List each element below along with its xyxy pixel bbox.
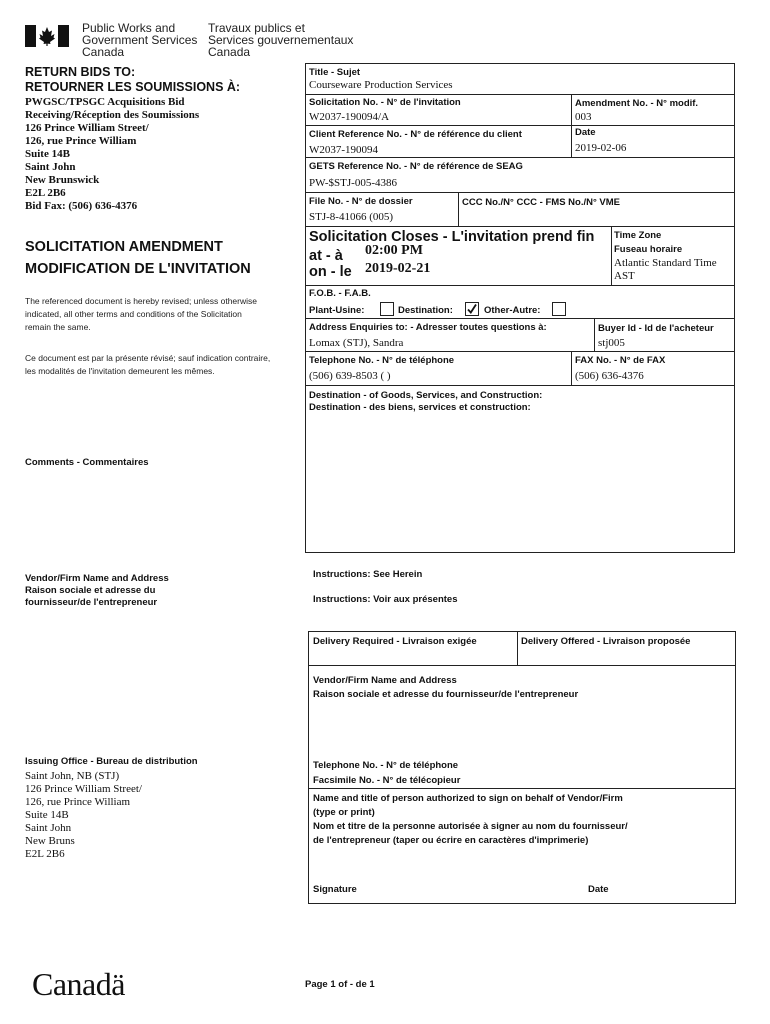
dept-fr-line: Canada xyxy=(208,45,251,59)
paragraph-line: indicated, all other terms and conditions of the Solicitation xyxy=(25,309,242,319)
address-line: 126 Prince William Street/ xyxy=(25,783,142,795)
return-bids-title xyxy=(25,65,240,95)
time-zone-label-en: Time Zone xyxy=(614,230,662,241)
amendment-title xyxy=(25,236,251,280)
client-reference-label: Client Reference No. - N° de référence du client xyxy=(309,129,522,140)
other-label: Other-Autre: xyxy=(484,305,541,316)
authorized-person-line: de l'entrepreneur (taper ou écrire en caractères d'imprimerie) xyxy=(313,835,589,846)
department-name-en xyxy=(82,22,197,58)
issuing-office-label: Issuing Office - Bureau de distribution xyxy=(25,756,198,767)
address-enquiries-value: Lomax (STJ), Sandra xyxy=(309,337,404,349)
instructions-en: Instructions: See Herein xyxy=(313,569,423,580)
authorized-person-line: Name and title of person authorized to sign on behalf of Vendor/Firm xyxy=(313,793,623,804)
amendment-paragraph-fr xyxy=(25,352,270,378)
authorized-person-line: (type or print) xyxy=(313,807,375,818)
paragraph-line: Ce document est par la présente révisé; sauf indication contraire, xyxy=(25,353,271,363)
address-line: Saint John xyxy=(25,161,76,173)
address-line: 126, rue Prince William xyxy=(25,135,137,147)
comments-label: Comments - Commentaires xyxy=(25,457,149,468)
paragraph-line: remain the same. xyxy=(25,322,91,332)
canada-wordmark: Canadä xyxy=(32,966,125,1002)
amendment-title-en: SOLICITATION AMENDMENT xyxy=(25,239,223,255)
telephone-value: (506) 639-8503 ( ) xyxy=(309,370,391,382)
amendment-title-fr: MODIFICATION DE L'INVITATION xyxy=(25,261,251,277)
destination-goods-line: Destination - of Goods, Services, and Construction: xyxy=(309,390,543,401)
address-line: Suite 14B xyxy=(25,148,70,160)
vendor-firm-line: Vendor/Firm Name and Address xyxy=(313,675,457,686)
plant-label: Plant-Usine: xyxy=(309,305,365,316)
address-line: E2L 2B6 xyxy=(25,848,65,860)
title-value: Courseware Production Services xyxy=(309,79,453,91)
vendor-telephone-label: Telephone No. - N° de téléphone xyxy=(313,760,459,771)
dept-en-line: Canada xyxy=(82,45,125,59)
address-line: New Bruns xyxy=(25,835,75,847)
fob-label: F.O.B. - F.A.B. xyxy=(309,288,371,299)
time-zone-label xyxy=(614,229,682,257)
issuing-office-address xyxy=(25,770,142,861)
buyer-id-label: Buyer Id - Id de l'acheteur xyxy=(598,323,714,334)
paragraph-line: The referenced document is hereby revised; unless otherwise xyxy=(25,296,257,306)
address-line: 126 Prince William Street/ xyxy=(25,122,149,134)
address-line: E2L 2B6 xyxy=(25,187,66,199)
title-label: Title - Sujet xyxy=(309,67,361,78)
solicitation-closes-title: Solicitation Closes - L'invitation prend fin xyxy=(309,229,595,245)
gets-reference-label: GETS Reference No. - N° de référence de SEAG xyxy=(309,161,523,172)
client-reference-value: W2037-190094 xyxy=(309,144,379,156)
ccc-no-label: CCC No./N° CCC - FMS No./N° VME xyxy=(462,197,621,208)
address-line: 126, rue Prince William xyxy=(25,796,131,808)
other-checkbox[interactable] xyxy=(552,302,566,316)
checkmark-icon xyxy=(466,303,478,315)
delivery-required-label: Delivery Required - Livraison exigée xyxy=(313,636,477,647)
dept-en-line: Public Works and xyxy=(82,21,176,35)
bid-fax: Bid Fax: (506) 636-4376 xyxy=(25,200,138,212)
vendor-name-address-label xyxy=(25,573,169,609)
closing-on-label: on - le xyxy=(309,264,352,280)
closing-at-label: at - à xyxy=(309,248,343,264)
fax-label: FAX No. - N° de FAX xyxy=(575,355,666,366)
address-line: Saint John, NB (STJ) xyxy=(25,770,120,782)
time-zone-value xyxy=(614,257,717,283)
vendor-label-line: fournisseur/de l'entrepreneur xyxy=(25,597,158,608)
canada-flag-icon xyxy=(25,25,69,47)
closing-time-value: 02:00 PM xyxy=(365,243,423,258)
address-line: Suite 14B xyxy=(25,809,69,821)
amendment-paragraph-en xyxy=(25,295,257,334)
dept-fr-line: Services gouvernementaux xyxy=(208,33,354,47)
time-zone-value-line: AST xyxy=(614,270,635,282)
dept-en-line: Government Services xyxy=(82,33,198,47)
solicitation-no-value: W2037-190094/A xyxy=(309,111,390,123)
address-line: New Brunswick xyxy=(25,174,100,186)
address-line: Receiving/Réception des Soumissions xyxy=(25,109,200,121)
address-line: PWGSC/TPSGC Acquisitions Bid xyxy=(25,96,185,108)
instructions-fr: Instructions: Voir aux présentes xyxy=(313,594,458,605)
return-bids-address xyxy=(25,96,199,213)
time-zone-value-line: Atlantic Standard Time xyxy=(614,257,717,269)
return-bids-title-fr: RETOURNER LES SOUMISSIONS À: xyxy=(25,80,241,94)
delivery-offered-label: Delivery Offered - Livraison proposée xyxy=(521,636,691,647)
authorized-person-line: Nom et titre de la personne autorisée à signer au nom du fournisseur/ xyxy=(313,821,628,832)
date-value: 2019-02-06 xyxy=(575,142,627,154)
vendor-facsimile-label: Facsimile No. - N° de télécopieur xyxy=(313,775,461,786)
destination-goods-line: Destination - des biens, services et construction: xyxy=(309,402,531,413)
destination-checkbox[interactable] xyxy=(465,302,479,316)
file-no-value: STJ-8-41066 (005) xyxy=(309,211,394,223)
destination-goods-label xyxy=(309,390,542,414)
date-label: Date xyxy=(575,127,596,138)
address-line: Saint John xyxy=(25,822,72,834)
fax-value: (506) 636-4376 xyxy=(575,370,644,382)
vendor-firm-label xyxy=(313,674,578,702)
dept-fr-line: Travaux publics et xyxy=(208,21,305,35)
vendor-firm-line: Raison sociale et adresse du fournisseur/de l'entrepreneur xyxy=(313,689,579,700)
signature-date-label: Date xyxy=(588,884,609,895)
plant-checkbox[interactable] xyxy=(380,302,394,316)
paragraph-line: les modalités de l'invitation demeurent les mêmes. xyxy=(25,366,215,376)
authorized-person-label xyxy=(313,792,628,848)
destination-label: Destination: xyxy=(398,305,453,316)
solicitation-no-label: Solicitation No. - N° de l'invitation xyxy=(309,97,461,108)
department-name-fr xyxy=(208,22,353,58)
telephone-label: Telephone No. - N° de téléphone xyxy=(309,355,455,366)
file-no-label: File No. - N° de dossier xyxy=(309,196,413,207)
address-enquiries-label: Address Enquiries to: - Adresser toutes questions à: xyxy=(309,322,547,333)
closing-date-value: 2019-02-21 xyxy=(365,261,431,276)
amendment-no-value: 003 xyxy=(575,111,592,123)
return-bids-title-en: RETURN BIDS TO: xyxy=(25,65,136,79)
signature-label: Signature xyxy=(313,884,357,895)
vendor-label-line: Vendor/Firm Name and Address xyxy=(25,573,169,584)
page-number: Page 1 of - de 1 xyxy=(305,979,375,990)
time-zone-label-fr: Fuseau horaire xyxy=(614,244,683,255)
gets-reference-value: PW-$STJ-005-4386 xyxy=(309,177,397,189)
vendor-label-line: Raison sociale et adresse du xyxy=(25,585,156,596)
buyer-id-value: stj005 xyxy=(598,337,625,349)
amendment-no-label: Amendment No. - N° modif. xyxy=(575,98,699,109)
